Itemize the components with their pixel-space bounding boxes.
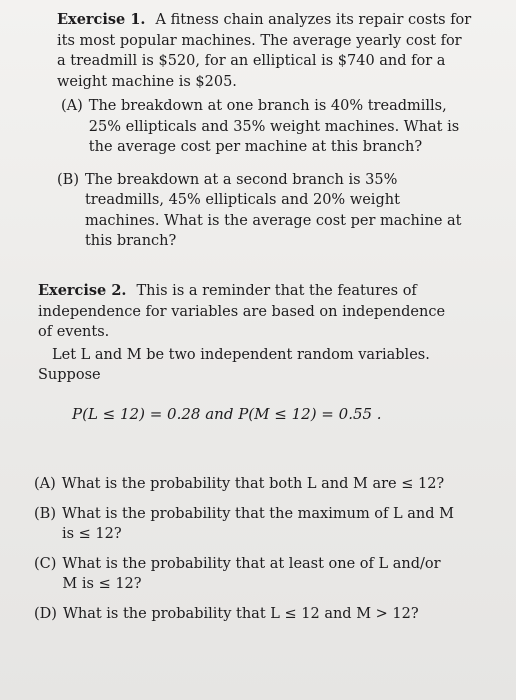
exercise-1-item-a (57, 96, 472, 158)
item-text: What is the probability that the maximum of L and M is ≤ 12? (61, 505, 454, 542)
exercise-2-intro: This is a reminder that the features of independence for variables are based on independence of events. (38, 283, 446, 340)
exercise-2-formula: P(L ≤ 12) = 0.28 and P(M ≤ 12) = 0.55 . (72, 404, 382, 423)
exercise-2 (38, 281, 463, 424)
exercise-1-intro: A fitness chain analyzes its repair costs for its most popular machines. The average yearly cost for a treadmill is $520, for an elliptical is $740 and for a weight machine is $205. (57, 12, 472, 90)
exercise-2-setup: Let L and M be two independent random variables. Suppose (38, 346, 430, 383)
item-text: What is the probability that L ≤ 12 and M > 12? (62, 605, 419, 622)
exercise-1-intro-paragraph (57, 10, 472, 92)
exercise-1-heading: Exercise 1. (57, 11, 146, 28)
item-label: (C) (34, 555, 57, 572)
exercise-2-heading: Exercise 2. (38, 282, 127, 299)
exercise-2-item-b (34, 504, 454, 545)
exercise-2-item-d (34, 604, 454, 625)
item-label: (B) (57, 171, 79, 188)
item-label: (D) (34, 605, 57, 622)
item-text: The breakdown at one branch is 40% treadmills, 25% ellipticals and 35% weight machines. What is the average cost per machine at this branch? (88, 98, 460, 155)
item-text: The breakdown at a second branch is 35% treadmills, 45% ellipticals and 20% weight machines. What is the average cost per machine at this branch? (84, 171, 462, 249)
exercise-2-intro-paragraph (38, 281, 463, 343)
exercise-2-items (34, 474, 454, 624)
item-label: (A) (61, 98, 83, 114)
item-label: (B) (34, 505, 56, 522)
exercise-2-item-c (34, 554, 454, 595)
item-text: What is the probability that both L and M are ≤ 12? (61, 476, 445, 492)
exercise-1-item-b (57, 170, 472, 252)
exercise-1 (57, 10, 472, 252)
item-label: (A) (34, 476, 56, 492)
item-text: What is the probability that at least one of L and/or M is ≤ 12? (62, 555, 441, 592)
exercise-2-item-a (34, 474, 454, 495)
